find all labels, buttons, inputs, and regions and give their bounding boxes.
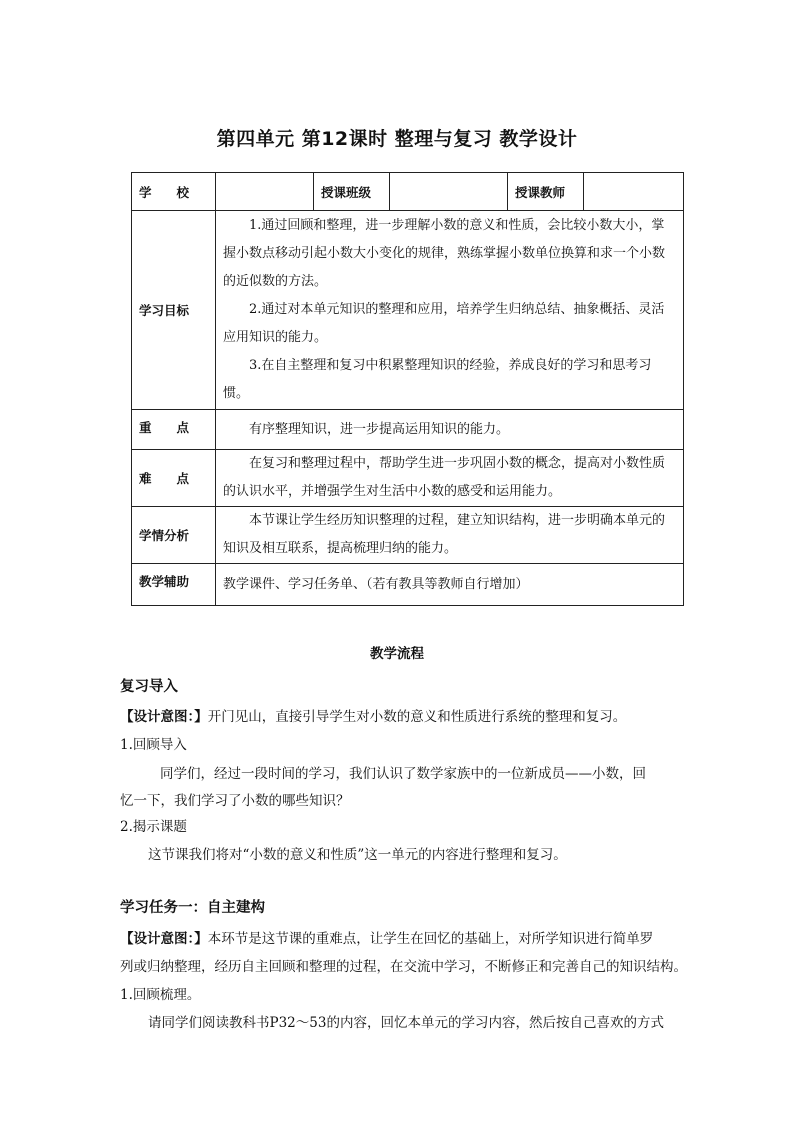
intent-text-continued: 列或归纳整理，经历自主回顾和整理的过程，在交流中学习，不断修正和完善自己的知识结构。 <box>120 959 687 975</box>
intent-text: 开门见山，直接引导学生对小数的意义和性质进行系统的整理和复习。 <box>207 709 627 725</box>
step-title: 2.揭示课题 <box>120 819 187 835</box>
goal-item-3: 3.在自主整理和复习中积累整理知识的经验，养成良好的学习和思考习惯。 <box>223 358 652 401</box>
key-cell <box>216 410 684 450</box>
step-text: 这节课我们将对“小数的意义和性质”这一单元的内容进行整理和复习。 <box>148 847 567 863</box>
intent-label: 【设计意图：】 <box>120 709 208 725</box>
table-row-aids <box>132 564 684 606</box>
difficulty-text: 在复习和整理过程中，帮助学生进一步巩固小数的概念，提高对小数性质的认识水平，并增强学生对生活中小数的感受和运用能力。 <box>223 456 666 499</box>
table-row-analysis <box>132 507 684 564</box>
table-row-goals <box>132 211 684 410</box>
aids-text: 教学课件、学习任务单、（若有教具等教师自行增加） <box>223 576 529 592</box>
section1-intent <box>120 705 690 725</box>
school-label: 学 校 <box>132 173 216 211</box>
step-title: 1.回顾梳理。 <box>120 987 201 1003</box>
intent-label: 【设计意图：】 <box>120 931 208 947</box>
aids-cell <box>216 564 684 606</box>
step-text: 同学们，经过一段时间的学习，我们认识了数学家族中的一位新成员——小数，回 <box>160 766 646 782</box>
step-title: 1.回顾导入 <box>120 737 187 753</box>
difficulty-label: 难 点 <box>132 450 216 507</box>
section-heading-review-intro: 复习导入 <box>120 679 178 695</box>
lesson-info-table <box>131 172 684 606</box>
class-label: 授课班级 <box>314 173 390 211</box>
teacher-label: 授课教师 <box>508 173 584 211</box>
analysis-text: 本节课让学生经历知识整理的过程，建立知识结构，进一步明确本单元的知识及相互联系，提高梳理归纳的能力。 <box>223 513 666 556</box>
goals-label: 学习目标 <box>132 211 216 410</box>
table-row-key <box>132 410 684 450</box>
flow-title: 教学流程 <box>370 646 424 662</box>
teacher-value <box>584 173 684 211</box>
table-row-header <box>132 173 684 211</box>
step-text: 请同学们阅读教科书P32～53的内容，回忆本单元的学习内容，然后按自己喜欢的方式 <box>148 1015 664 1031</box>
intent-text: 本环节是这节课的重难点，让学生在回忆的基础上，对所学知识进行简单罗 <box>207 931 654 947</box>
key-label: 重 点 <box>132 410 216 450</box>
table-row-difficulty <box>132 450 684 507</box>
document-title: 第四单元 第12课时 整理与复习 教学设计 <box>216 128 578 150</box>
difficulty-cell <box>216 450 684 507</box>
analysis-cell <box>216 507 684 564</box>
section2-intent <box>120 927 690 947</box>
goal-item-1: 1.通过回顾和整理，进一步理解小数的意义和性质，会比较小数大小，掌握小数点移动引起小数大小变化的规律，熟练掌握小数单位换算和求一个小数的近似数的方法。 <box>223 218 666 289</box>
key-text: 有序整理知识，进一步提高运用知识的能力。 <box>249 421 510 437</box>
class-value <box>390 173 508 211</box>
analysis-label: 学情分析 <box>132 507 216 564</box>
section-heading-task-one: 学习任务一：自主建构 <box>120 900 265 916</box>
school-value <box>216 173 314 211</box>
step-text: 忆一下，我们学习了小数的哪些知识？ <box>120 793 350 809</box>
aids-label: 教学辅助 <box>132 564 216 606</box>
goal-item-2: 2.通过对本单元知识的整理和应用，培养学生归纳总结、抽象概括、灵活应用知识的能力。 <box>223 302 665 345</box>
goals-cell <box>216 211 684 410</box>
